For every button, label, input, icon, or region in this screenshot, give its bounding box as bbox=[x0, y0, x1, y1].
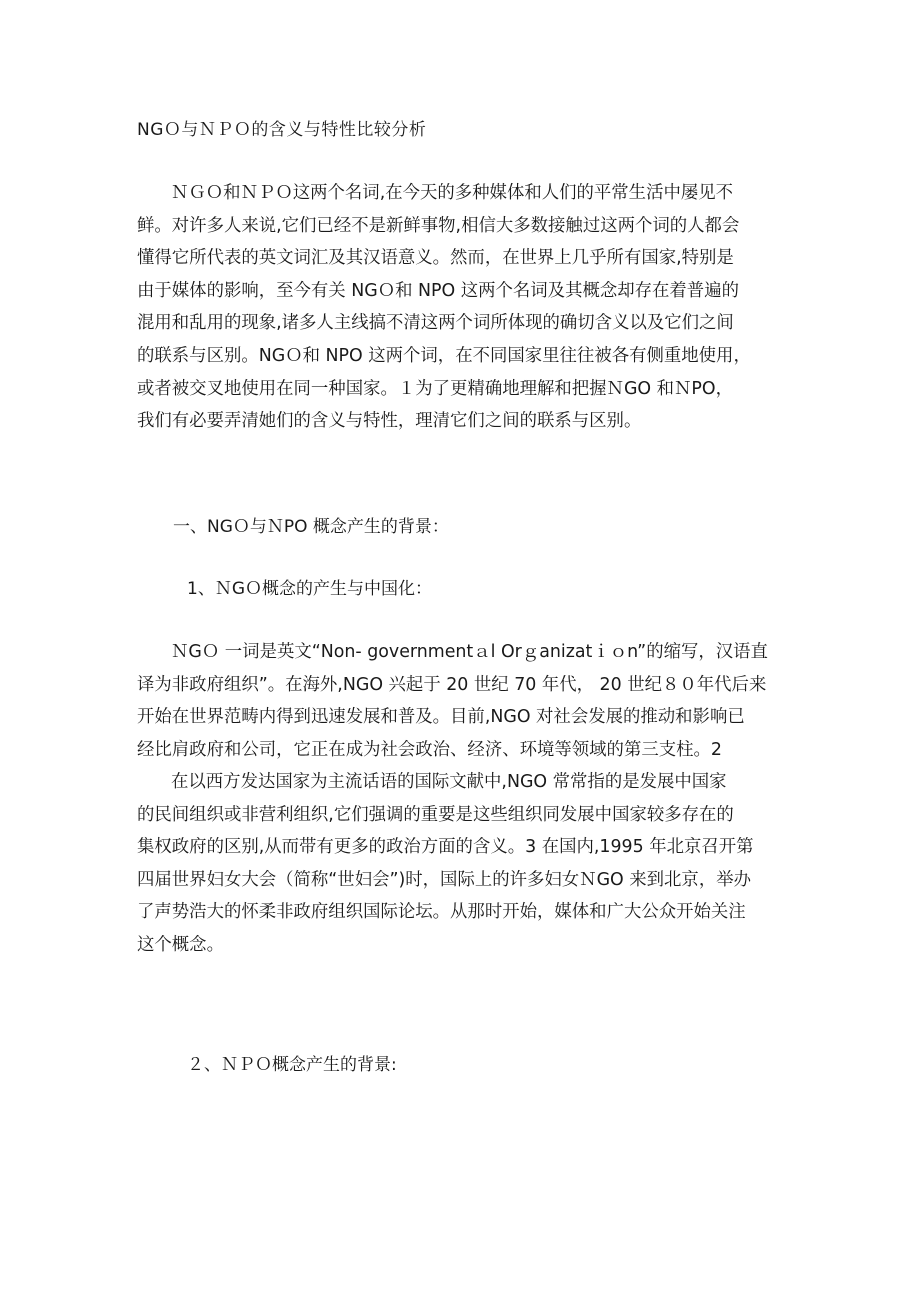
ngo-paragraph-1 bbox=[137, 636, 785, 766]
text-line: 的民间组织或非营利组织,它们强调的重要是这些组织同发展中国家较多存在的 bbox=[137, 804, 734, 825]
subsection-heading: ２、ＮＰＯ概念产生的背景: bbox=[187, 1055, 397, 1075]
text-line: 这个概念。 bbox=[137, 934, 224, 955]
text-line: 鲜。对许多人来说,它们已经不是新鲜事物,相信大多数接触过这两个词的人都会 bbox=[137, 215, 740, 236]
text-line: 集权政府的区别,从而带有更多的政治方面的含义。3 在国内,1995 年北京召开第 bbox=[137, 837, 754, 858]
text-line: 的联系与区别。NGＯ和 NPO 这两个词，在不同国家里往往被各有侧重地使用， bbox=[137, 345, 751, 366]
section-heading: 一、NGＯ与ＮPO 概念产生的背景： bbox=[173, 517, 449, 537]
subsection-heading: 1、ＮGＯ概念的产生与中国化： bbox=[187, 579, 432, 599]
text-line: 四届世界妇女大会（简称“世妇会”)时，国际上的许多妇女ＮGO 来到北京，举办 bbox=[137, 869, 751, 890]
intro-paragraph bbox=[137, 177, 785, 438]
text-line: 开始在世界范畴内得到迅速发展和普及。目前,NGO 对社会发展的推动和影响已 bbox=[137, 707, 745, 728]
text-line: 在以西方发达国家为主流话语的国际文献中,NGO 常常指的是发展中国家 bbox=[171, 772, 727, 792]
text-line: ＮＧＯ和ＮＰＯ这两个名词,在今天的多种媒体和人们的平常生活中屡见不 bbox=[171, 183, 734, 203]
text-line: 懂得它所代表的英文词汇及其汉语意义。然而，在世界上几乎所有国家,特别是 bbox=[137, 248, 734, 269]
text-line: 由于媒体的影响，至今有关 NGＯ和 NPO 这两个名词及其概念却存在着普遍的 bbox=[137, 280, 739, 301]
text-line: ＮGＯ 一词是英文“Non- governmentａl Orｇanizatｉｏn”的缩写，汉语直 bbox=[171, 642, 768, 662]
text-line: 混用和乱用的现象,诸多人主线搞不清这两个词所体现的确切含义以及它们之间 bbox=[137, 313, 734, 334]
text-line: 译为非政府组织”。在海外,NGO 兴起于 20 世纪 70 年代， 20 世纪８０年代后来 bbox=[137, 674, 767, 695]
document-title: NGＯ与ＮＰＯ的含义与特性比较分析 bbox=[137, 120, 427, 140]
text-line: 我们有必要弄清她们的含义与特性，理清它们之间的联系与区别。 bbox=[137, 411, 642, 432]
text-line: 经比肩政府和公司，它正在成为社会政治、经济、环境等领域的第三支柱。2 bbox=[137, 739, 722, 760]
ngo-paragraph-2 bbox=[137, 766, 785, 962]
text-line: 或者被交叉地使用在同一种国家。１为了更精确地理解和把握ＮGO 和ＮPO， bbox=[137, 378, 733, 399]
text-line: 了声势浩大的怀柔非政府组织国际论坛。从那时开始，媒体和广大公众开始关注 bbox=[137, 902, 746, 923]
